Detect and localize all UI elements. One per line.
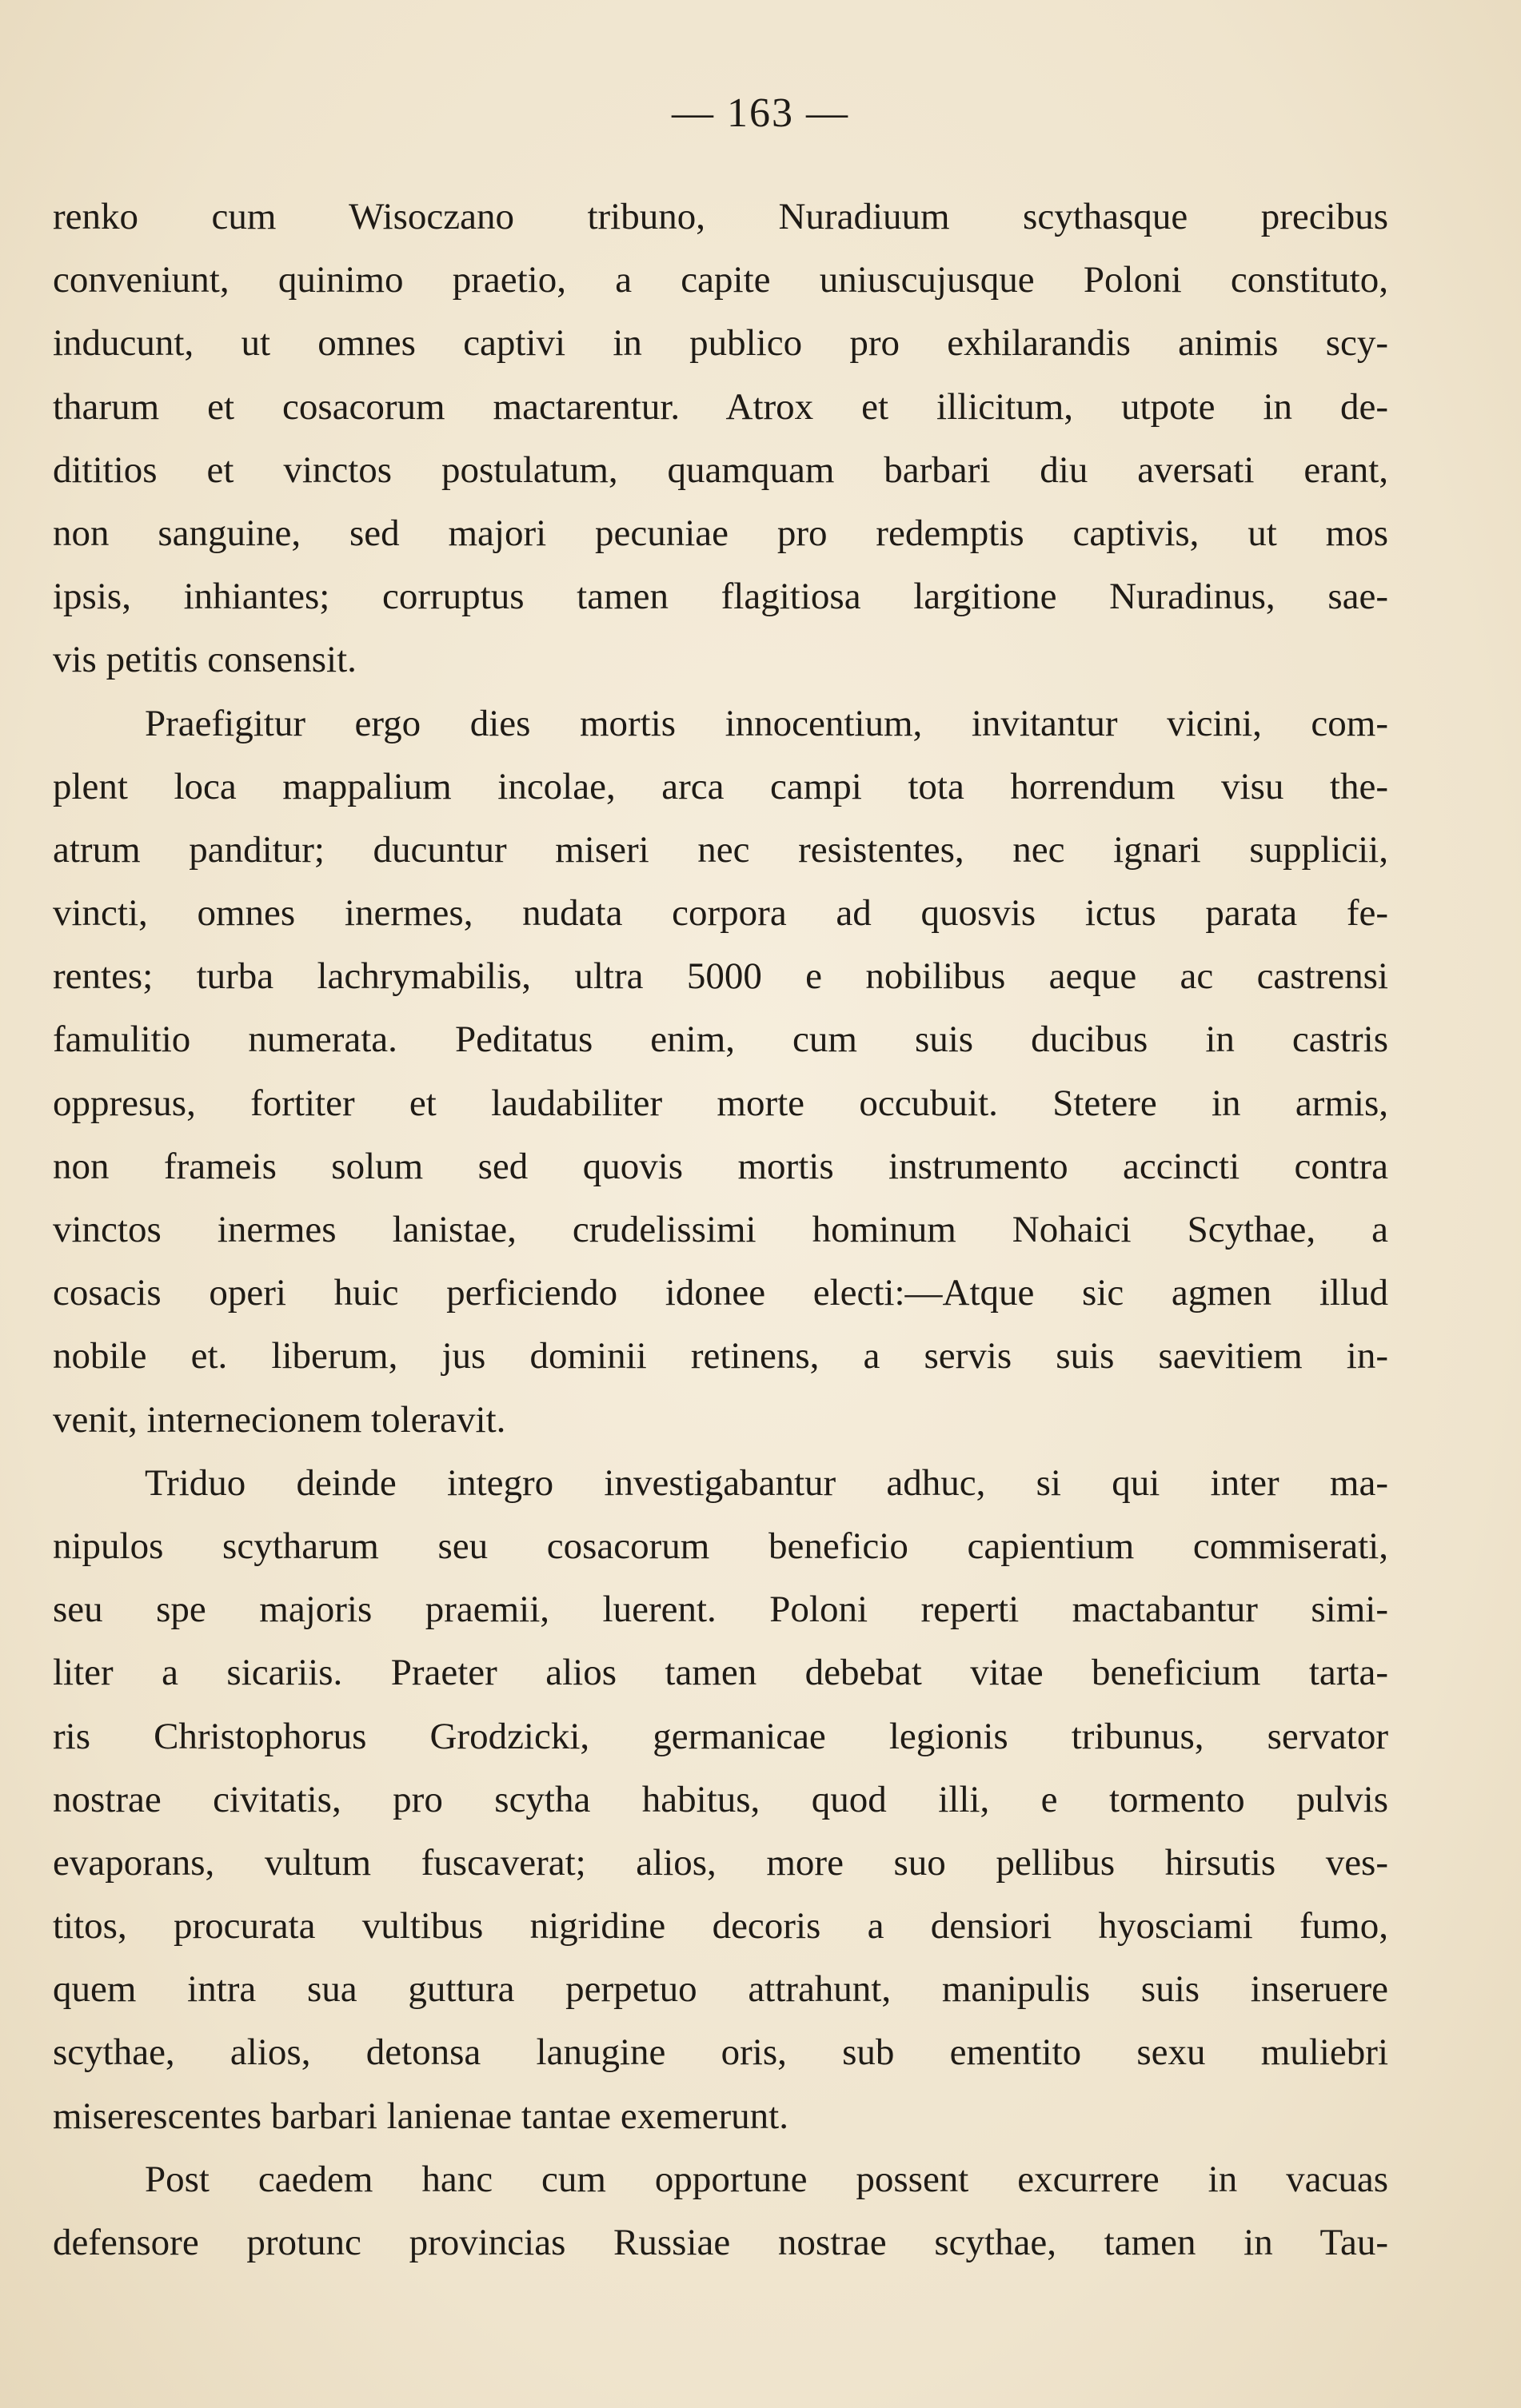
text-line: Triduo deinde integro investigabantur adhuc, si qui inter ma- <box>145 1461 1388 1504</box>
page-number: — 163 — <box>672 90 849 136</box>
text-line: Post caedem hanc cum opportune possent excurrere in vacuas <box>145 2158 1388 2200</box>
text-line: nobile et. liberum, jus dominii retinens, a servis suis saevitiem in- <box>53 1335 1388 1377</box>
text-line: nipulos scytharum seu cosacorum beneficio capientium commiserati, <box>53 1525 1388 1567</box>
text-line: non sanguine, sed majori pecuniae pro redemptis captivis, ut mos <box>53 512 1388 554</box>
text-line: titos, procurata vultibus nigridine decoris a densiori hyosciami fumo, <box>53 1905 1388 1948</box>
body-text <box>53 185 1388 2274</box>
text-line: evaporans, vultum fuscaverat; alios, more suo pellibus hirsutis ves- <box>53 1841 1388 1884</box>
text-line: vinctos inermes lanistae, crudelissimi hominum Nohaici Scythae, a <box>53 1209 1388 1250</box>
text-line: famulitio numerata. Peditatus enim, cum suis ducibus in castris <box>53 1019 1388 1061</box>
text-line: cosacis operi huic perficiendo idonee electi:—Atque sic agmen illud <box>53 1272 1388 1314</box>
text-line: atrum panditur; ducuntur miseri nec resistentes, nec ignari supplicii, <box>53 828 1388 871</box>
text-line: scythae, alios, detonsa lanugine oris, sub ementito sexu muliebri <box>53 2031 1388 2074</box>
text-line: liter a sicariis. Praeter alios tamen debebat vitae beneficium tarta- <box>53 1652 1388 1694</box>
text-line: nostrae civitatis, pro scytha habitus, quod illi, e tormento pulvis <box>53 1778 1388 1820</box>
text-line: conveniunt, quinimo praetio, a capite uniuscujusque Poloni constituto, <box>53 259 1388 301</box>
text-line: quem intra sua guttura perpetuo attrahunt, manipulis suis inseruere <box>53 1968 1388 2011</box>
text-line: dititios et vinctos postulatum, quamquam barbari diu aversati erant, <box>53 449 1388 491</box>
text-line: defensore protunc provincias Russiae nostrae scythae, tamen in Tau- <box>53 2222 1388 2263</box>
text-line: Praefigitur ergo dies mortis innocentium, invitantur vicini, com- <box>145 702 1388 744</box>
text-line: non frameis solum sed quovis mortis instrumento accincti contra <box>53 1145 1388 1187</box>
text-line: oppresus, fortiter et laudabiliter morte occubuit. Stetere in armis, <box>53 1082 1388 1124</box>
text-line: inducunt, ut omnes captivi in publico pro exhilarandis animis scy- <box>53 322 1388 365</box>
text-line: vincti, omnes inermes, nudata corpora ad quosvis ictus parata fe- <box>53 892 1388 935</box>
text-line: seu spe majoris praemii, luerent. Poloni reperti mactabantur simi- <box>53 1589 1388 1631</box>
text-line: plent loca mappalium incolae, arca campi tota horrendum visu the- <box>53 765 1388 807</box>
text-line: tharum et cosacorum mactarentur. Atrox et illicitum, utpote in de- <box>53 385 1388 428</box>
text-line: venit, internecionem toleravit. <box>53 1398 506 1441</box>
text-line: miserescentes barbari lanienae tantae exemerunt. <box>53 2095 788 2137</box>
text-line: ris Christophorus Grodzicki, germanicae legionis tribunus, servator <box>53 1715 1388 1757</box>
text-line: vis petitis consensit. <box>53 639 357 681</box>
text-line: rentes; turba lachrymabilis, ultra 5000 e nobilibus aeque ac castrensi <box>53 955 1388 998</box>
text-line: renko cum Wisoczano tribuno, Nuradiuum scythasque precibus <box>53 196 1388 237</box>
text-line: ipsis, inhiantes; corruptus tamen flagitiosa largitione Nuradinus, sae- <box>53 576 1388 618</box>
